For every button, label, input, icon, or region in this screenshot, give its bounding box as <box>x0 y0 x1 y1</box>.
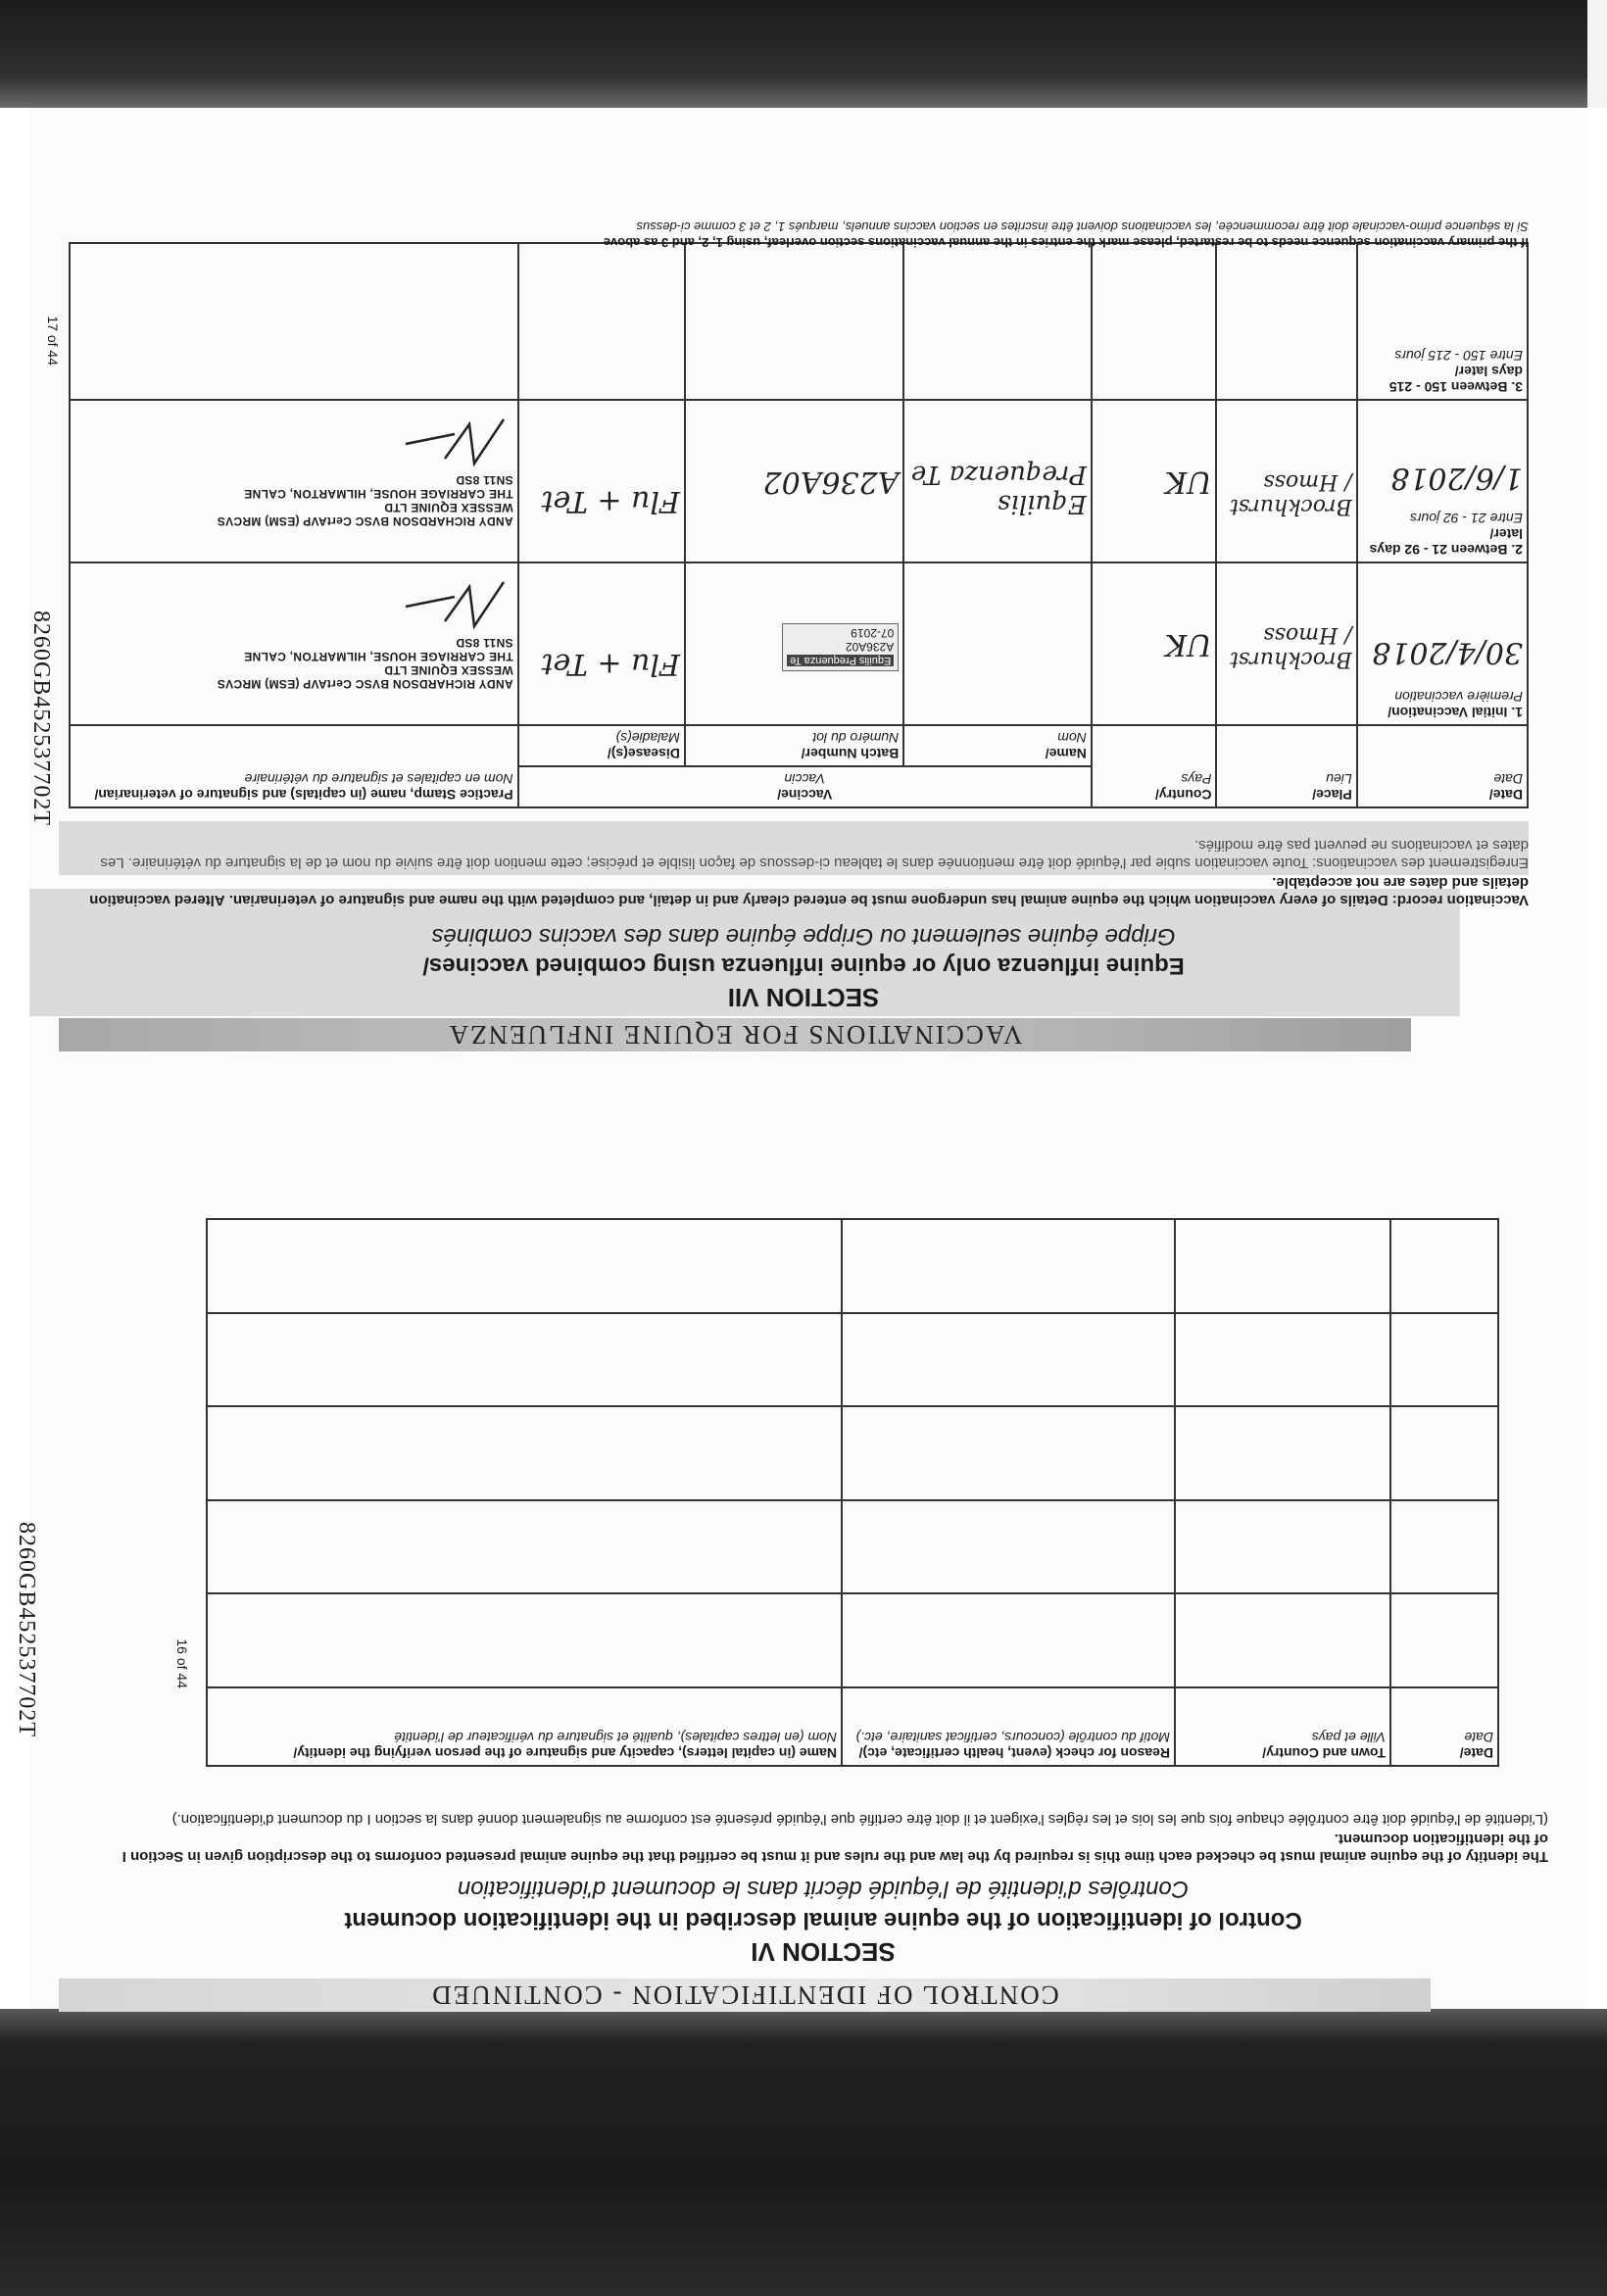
table-row <box>207 1593 1498 1687</box>
intro-fr: (L'identité de l'équidé doit être contrôlée chaque fois que les lois et les règles l'exigent et il doit être certifié que l'équidé présenté est conforme au signalement donné dans la section I du document d'identification.) <box>171 1811 1548 1828</box>
section-title: SECTION VII <box>727 983 880 1012</box>
page-number-17: 17 of 44 <box>45 316 61 366</box>
record-en: Vaccination record: Details of every vaccination which the equine animal has undergone must be entered clearly and in detail, and completed with the name and signature of veterinarian. Altered vaccination details and dates are not acceptable. <box>89 874 1529 908</box>
vaccination-table <box>69 242 1529 808</box>
table-row <box>207 1313 1498 1407</box>
table-row <box>207 1406 1498 1500</box>
row3-batch <box>685 243 903 400</box>
row1-disease: Flu + Tet <box>518 562 685 725</box>
table-row <box>70 400 1528 562</box>
col-country: Country/ Pays <box>1092 725 1217 807</box>
table-row <box>70 243 1528 400</box>
col-reason: Reason for check (event, health certificate, etc)/ Motif du contrôle (concours, certificat sanitaire, etc.) <box>842 1687 1175 1766</box>
row2-vaccine-name: Equilis Prequenza Te <box>903 400 1092 562</box>
row1-batch <box>685 562 903 725</box>
practice-stamp: ANDY RICHARDSON BVSC CertAVP (ESM) MRCVS WESSEX EQUINE LTD THE CARRIAGE HOUSE, HILMARTON, CALNE SN11 8SD <box>217 636 513 691</box>
row2-date: 2. Between 21 - 92 days later/ Entre 21 - 92 jours 1/6/2018 <box>1357 400 1528 562</box>
table-row <box>207 1219 1498 1313</box>
doc-number-16: 8260GB452537702T <box>14 1522 39 1737</box>
footnote: If the primary vaccination sequence needs to be restarted, please mark the entries in the annual vaccinations section overleaf, using 1, 2, and 3 as above Si la séquence primo-vaccinale doit être recommencée, les vaccinations doivent être inscrites en section vaccins annuels, marqués 1, 2 et 3 comme ci-dessus <box>603 220 1529 250</box>
row2-country: UK <box>1092 400 1217 562</box>
table-row <box>70 562 1528 725</box>
title-en: Equine influenza only or equine influenza using combined vaccines/ <box>422 953 1185 979</box>
title-fr: Contrôles d'identité de l'équidé décrit dans le document d'identification <box>457 1876 1190 1902</box>
table-row <box>207 1500 1498 1594</box>
col-vaccine-name: Name/ Nom <box>903 725 1092 766</box>
row2-disease: Flu + Tet <box>518 400 685 562</box>
page-16 <box>14 1208 1548 2012</box>
row2-vet <box>70 400 518 562</box>
page-number-16: 16 of 44 <box>174 1638 190 1688</box>
vet-signature <box>396 567 513 636</box>
row3-vaccine-name <box>903 243 1092 400</box>
row3-place <box>1217 243 1357 400</box>
col-town: Town and Country/ Ville et pays <box>1175 1687 1390 1766</box>
page-17 <box>28 111 1568 1051</box>
identity-check-table <box>206 1218 1499 1767</box>
vaccine-sticker: Equilis Prequenza Te A236A02 07-2019 <box>782 623 899 671</box>
col-date: Date/ Date <box>1357 725 1528 807</box>
section-vii-banner <box>59 1018 1411 1051</box>
banner-text: CONTROL OF IDENTIFICATION - CONTINUED <box>430 1980 1059 2010</box>
row1-vaccine-name <box>903 562 1092 725</box>
row3-country <box>1092 243 1217 400</box>
col-disease: Disease(s)/ Maladie(s) <box>518 725 685 766</box>
row3-date: 3. Between 150 - 215 days later/ Entre 150 - 215 jours <box>1357 243 1528 400</box>
scan-shade <box>59 821 1529 875</box>
row3-disease <box>518 243 685 400</box>
col-vet: Practice Stamp, name (in capitals) and signature of veterinarian/ Nom en capitales et signature du vétérinaire <box>70 725 518 807</box>
title-fr: Grippe équine seulement ou Grippe équine dans des vaccins combinés <box>431 923 1176 950</box>
row2-batch: A236A02 <box>685 400 903 562</box>
col-place: Place/ Lieu <box>1217 725 1357 807</box>
vet-signature <box>396 405 513 473</box>
col-verifier: Name (in capital letters), capacity and signature of the person verifying the identity/ Nom (en lettres capitales), qualité et signature du vérificateur de l'identité <box>207 1687 842 1766</box>
banner-text: VACCINATIONS FOR EQUINE INFLUENZA <box>447 1020 1023 1050</box>
row1-date: 1. Initial Vaccination/ Première vaccination 30/4/2018 <box>1357 562 1528 725</box>
row1-vet <box>70 562 518 725</box>
title-en: Control of identification of the equine animal described in the identification document <box>344 1907 1302 1933</box>
section-vi-banner <box>59 1978 1431 2012</box>
row2-place: Brockhurst / Hmoss <box>1217 400 1357 562</box>
practice-stamp: ANDY RICHARDSON BVSC CertAVP (ESM) MRCVS WESSEX EQUINE LTD THE CARRIAGE HOUSE, HILMARTON, CALNE SN11 8SD <box>217 473 513 528</box>
intro-en: The identity of the equine animal must be checked each time this is required by the law and the rules and it must be certified that the equine animal presented conforms to the description given in Section I of the identification document. <box>122 1831 1548 1865</box>
record-fr: Enregistrement des vaccinations: Toute vaccination subie par l'équidé doit être mentionnée dans le tableau ci-dessous de façon lisible et précise; cette mention doit être suivie du nom et de la signature du vétérinaire. Les dates et vaccinations ne peuvent pas être modifiés. <box>100 837 1529 871</box>
section-title: SECTION VI <box>751 1937 896 1967</box>
row1-place: Brockhurst / Hmoss <box>1217 562 1357 725</box>
col-batch: Batch Number/ Numéro du lot <box>685 725 903 766</box>
doc-number-17: 8260GB452537702T <box>28 611 54 826</box>
row3-vet <box>70 243 518 400</box>
col-vaccine: Vaccine/ Vaccin <box>518 766 1092 807</box>
col-date: Date/ Date <box>1390 1687 1498 1766</box>
row1-country: UK <box>1092 562 1217 725</box>
